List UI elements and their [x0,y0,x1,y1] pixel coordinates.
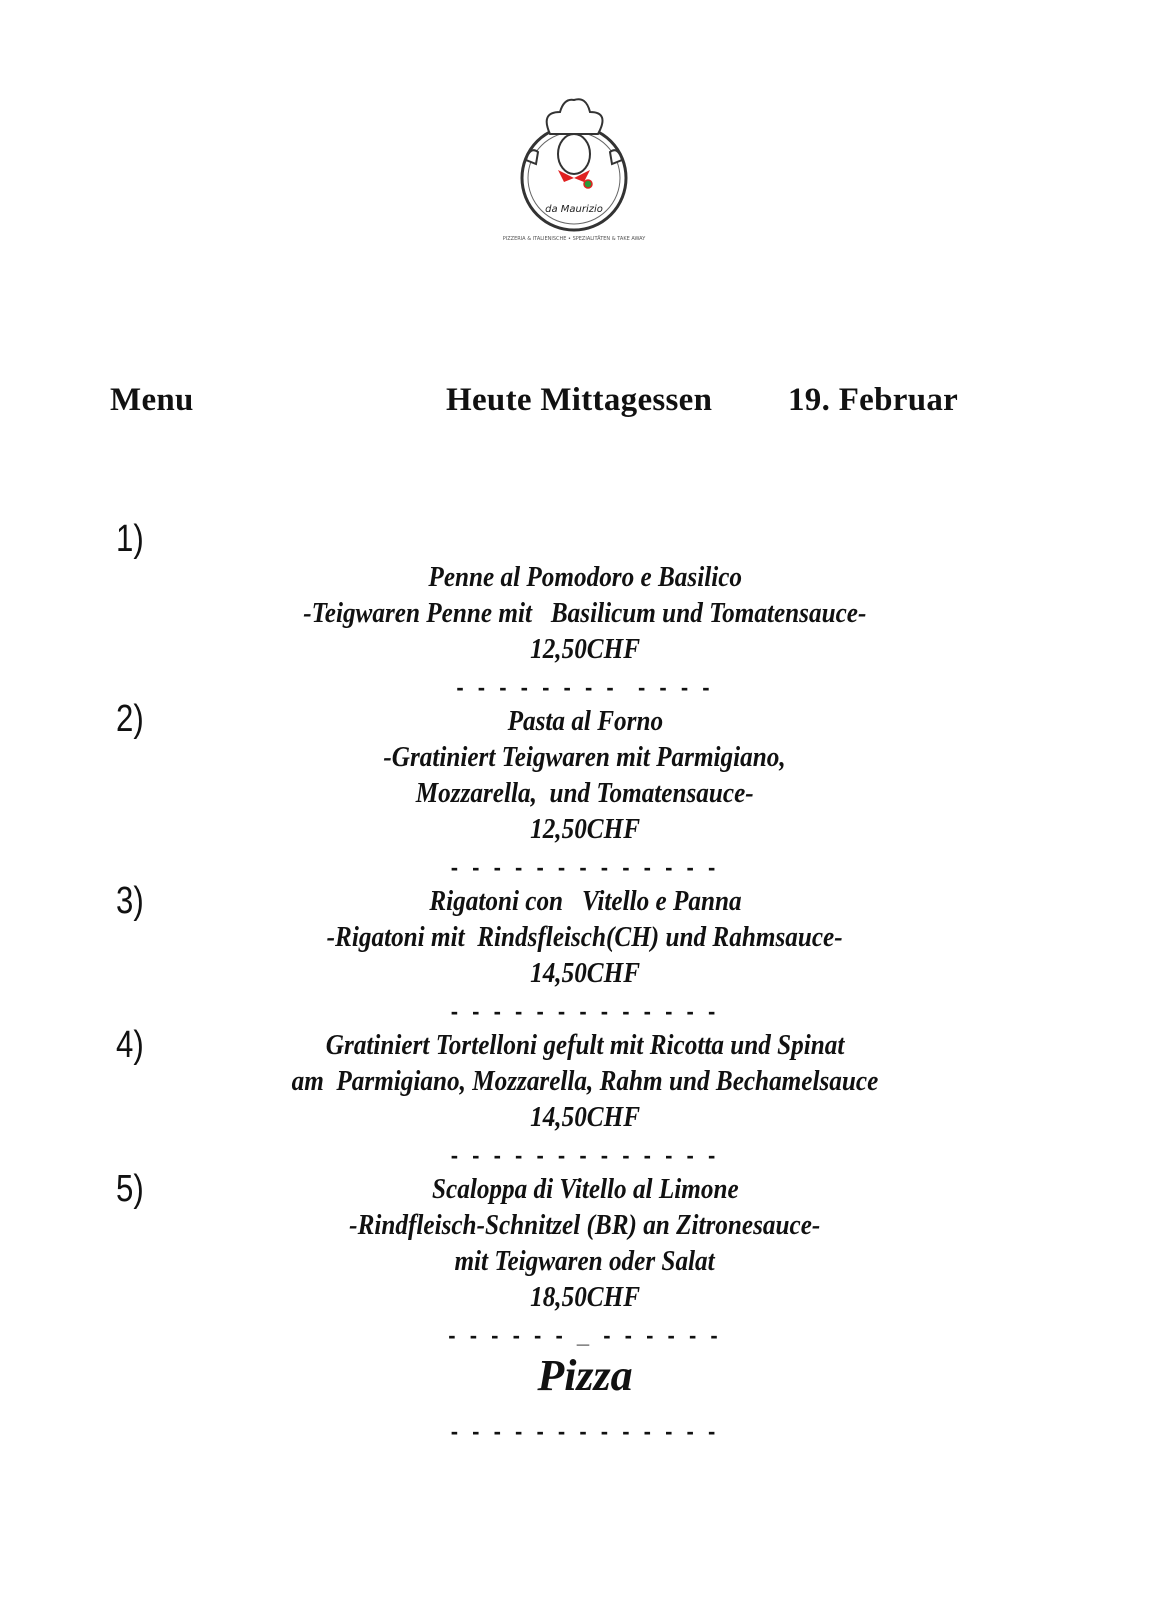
item-number: 4) [116,1024,144,1066]
item-number: 3) [116,880,144,922]
item-description: -Rigatoni mit Rindsfleisch(CH) und Rahmsauce- [327,922,843,953]
item-number: 1) [116,518,144,560]
separator: - - - - - - - - - - - - - [450,855,720,880]
separator: - - - - - - - - - - - - - [450,999,720,1024]
item-price: 12,50CHF [530,814,640,845]
item-number: 5) [116,1168,144,1210]
item-number: 2) [116,698,144,740]
item-description: -Teigwaren Penne mit Basilicum und Tomatensauce- [303,598,867,629]
item-price: 12,50CHF [530,634,640,665]
separator: - - - - - - - - - - - - - [450,1419,720,1444]
item-price: 14,50CHF [530,958,640,989]
item-price: 14,50CHF [530,1102,640,1133]
item-title: Rigatoni con Vitello e Panna [428,886,742,917]
separator: - - - - - - _ - - - - - - [448,1323,722,1348]
item-description: mit Teigwaren oder Salat [454,1246,716,1277]
item-title: Scaloppa di Vitello al Limone [431,1174,739,1205]
item-description: am Parmigiano, Mozzarella, Rahm und Bechamelsauce [291,1066,879,1097]
item-description: -Rindfleisch-Schnitzel (BR) an Zitronesauce- [349,1210,821,1241]
pizza-heading: Pizza [537,1351,633,1400]
logo-name: da Maurizio [545,204,603,215]
item-description: Mozzarella, und Tomatensauce- [416,778,754,809]
item-title: Pasta al Forno [507,706,663,737]
restaurant-logo [498,94,650,244]
item-title: Gratiniert Tortelloni gefult mit Ricotta und Spinat [325,1030,845,1061]
item-title: Penne al Pomodoro e Basilico [428,562,742,593]
logo-ring-text: PIZZERIA & ITALIENISCHE • SPEZIALITÄTEN & TAKE AWAY [502,236,646,242]
page-title: Heute Mittagessen [446,382,713,418]
menu-label: Menu [110,382,194,418]
item-description: -Gratiniert Teigwaren mit Parmigiano, [383,742,787,773]
item-price: 18,50CHF [530,1282,640,1313]
separator: - - - - - - - - - - - - - [450,1143,720,1168]
menu-date: 19. Februar [788,382,959,418]
separator: - - - - - - - - - - - - [456,675,714,700]
